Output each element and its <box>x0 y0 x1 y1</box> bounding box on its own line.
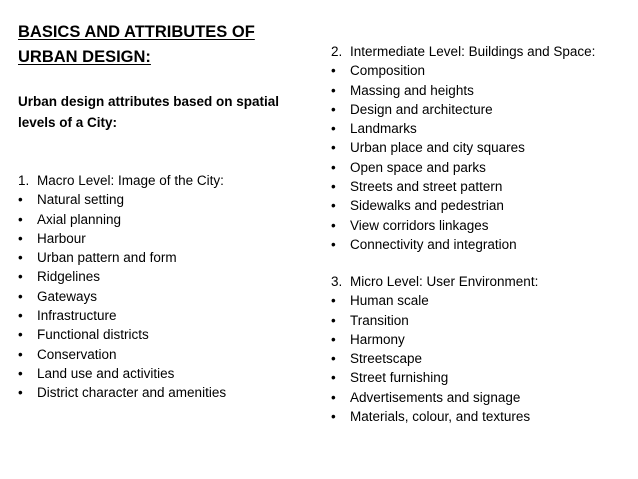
list-item-text: Conservation <box>37 346 117 362</box>
intermediate-level-list <box>331 61 525 254</box>
list-item-text: District character and amenities <box>37 385 227 401</box>
bullet-icon: • <box>18 385 23 401</box>
list-item <box>18 287 226 306</box>
list-item-text: Axial planning <box>37 211 122 227</box>
list-item-text: Connectivity and integration <box>350 236 517 252</box>
macro-level-heading-text: Macro Level: Image of the City: <box>37 173 224 188</box>
bullet-icon: • <box>331 101 336 117</box>
list-item <box>331 407 530 426</box>
bullet-icon: • <box>331 82 336 98</box>
list-item-text: Land use and activities <box>37 365 175 381</box>
list-item-text: Gateways <box>37 288 98 304</box>
list-item-text: Landmarks <box>350 121 417 137</box>
bullet-icon: • <box>331 389 336 405</box>
list-item <box>18 383 226 402</box>
bullet-icon: • <box>18 288 23 304</box>
bullet-icon: • <box>331 370 336 386</box>
list-item-text: Design and architecture <box>350 101 493 117</box>
list-item <box>331 177 525 196</box>
list-item <box>331 138 525 157</box>
bullet-icon: • <box>331 63 336 79</box>
list-item-text: Transition <box>350 312 409 328</box>
bullet-icon: • <box>18 211 23 227</box>
bullet-icon: • <box>18 346 23 362</box>
bullet-icon: • <box>331 312 336 328</box>
bullet-icon: • <box>331 236 336 252</box>
macro-level-heading <box>18 171 224 190</box>
list-item-text: Urban pattern and form <box>37 250 177 266</box>
bullet-icon: • <box>331 331 336 347</box>
list-item <box>18 306 226 325</box>
list-item <box>331 61 525 80</box>
list-item <box>18 267 226 286</box>
list-item-text: Harmony <box>350 331 405 347</box>
bullet-icon: • <box>18 230 23 246</box>
list-item-text: Open space and parks <box>350 159 486 175</box>
list-item <box>18 190 226 209</box>
list-item <box>18 364 226 383</box>
list-item-text: Streetscape <box>350 351 423 367</box>
bullet-icon: • <box>331 179 336 195</box>
list-item-text: Sidewalks and pedestrian <box>350 198 504 214</box>
bullet-icon: • <box>18 365 23 381</box>
list-item-text: Ridgelines <box>37 269 101 285</box>
list-item-text: Street furnishing <box>350 370 449 386</box>
micro-level-heading <box>331 272 538 291</box>
list-item <box>331 81 525 100</box>
list-item <box>18 345 226 364</box>
macro-level-list <box>18 190 226 402</box>
intermediate-level-heading <box>331 42 595 61</box>
list-item <box>331 216 525 235</box>
bullet-icon: • <box>331 198 336 214</box>
list-item-text: Infrastructure <box>37 308 117 324</box>
intermediate-level-heading-text: Intermediate Level: Buildings and Space: <box>350 44 596 59</box>
list-item-text: Streets and street pattern <box>350 179 503 195</box>
list-item <box>18 325 226 344</box>
list-item-text: Urban place and city squares <box>350 140 525 156</box>
list-item-text: Advertisements and signage <box>350 389 521 405</box>
list-item <box>331 349 530 368</box>
bullet-icon: • <box>331 217 336 233</box>
bullet-icon: • <box>331 159 336 175</box>
list-item-text: Composition <box>350 63 426 79</box>
list-item-text: Human scale <box>350 293 429 309</box>
list-item <box>18 229 226 248</box>
list-item <box>331 311 530 330</box>
bullet-icon: • <box>331 409 336 425</box>
list-item <box>331 158 525 177</box>
list-item <box>331 388 530 407</box>
list-item <box>18 248 226 267</box>
list-item <box>18 210 226 229</box>
micro-level-list <box>331 291 530 426</box>
list-item <box>331 196 525 215</box>
bullet-icon: • <box>18 327 23 343</box>
list-item <box>331 368 530 387</box>
micro-level-heading-text: Micro Level: User Environment: <box>350 274 539 289</box>
bullet-icon: • <box>331 140 336 156</box>
list-item-text: Materials, colour, and textures <box>350 409 531 425</box>
intermediate-level-number: 2. <box>331 44 343 59</box>
bullet-icon: • <box>331 121 336 137</box>
bullet-icon: • <box>331 293 336 309</box>
bullet-icon: • <box>18 269 23 285</box>
list-item <box>331 235 525 254</box>
bullet-icon: • <box>18 250 23 266</box>
page-title: BASICS AND ATTRIBUTES OF URBAN DESIGN: <box>18 23 255 66</box>
list-item <box>331 119 525 138</box>
bullet-icon: • <box>18 308 23 324</box>
list-item <box>331 100 525 119</box>
list-item-text: Massing and heights <box>350 82 474 98</box>
micro-level-number: 3. <box>331 274 343 289</box>
bullet-icon: • <box>18 192 23 208</box>
list-item <box>331 291 530 310</box>
macro-level-number: 1. <box>18 173 30 188</box>
list-item-text: Harbour <box>37 230 86 246</box>
subtitle: Urban design attributes based on spatial levels of a City: <box>18 94 280 130</box>
bullet-icon: • <box>331 351 336 367</box>
list-item-text: Functional districts <box>37 327 149 343</box>
list-item-text: Natural setting <box>37 192 125 208</box>
list-item-text: View corridors linkages <box>350 217 489 233</box>
list-item <box>331 330 530 349</box>
